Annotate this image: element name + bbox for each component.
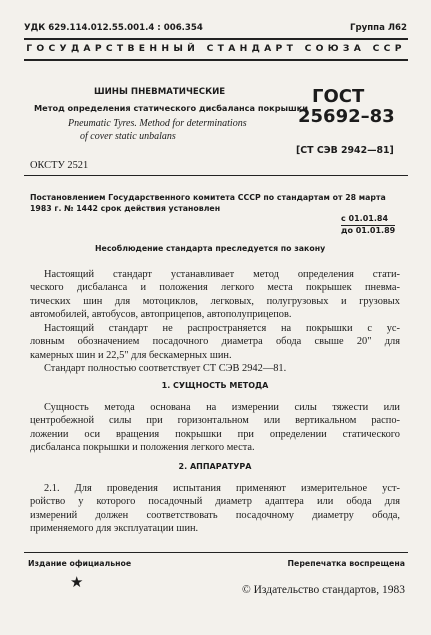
title-ru: ШИНЫ ПНЕВМАТИЧЕСКИЕ (94, 87, 226, 97)
udk-code: УДК 629.114.012.55.001.4 : 006.354 (24, 23, 203, 33)
text-line: автомобилей, автобусов, автоприцепов, автополуприцепов. (30, 309, 292, 321)
validity-from: с 01.01.84 (341, 214, 389, 223)
section-2-heading: 2. АППАРАТУРА (178, 462, 252, 471)
subtitle-ru: Метод определения статического дисбаланса покрышки (34, 103, 308, 113)
text-line: применяемого для эксплуатации шин. (30, 523, 199, 535)
okstu-code: ОКСТУ 2521 (30, 160, 89, 171)
section-1-heading: 1. СУЩНОСТЬ МЕТОДА (161, 381, 269, 390)
text-line: 2.1. Для проведения испытания применяют измерительное уст- (44, 483, 400, 494)
publisher-copyright: © Издательство стандартов, 1983 (241, 584, 405, 596)
text-line: измерений должен соответствовать посадочному диаметру обода, (30, 509, 400, 521)
text-line: ройство у которого посадочный диаметр адаптера или обода для (30, 496, 400, 508)
reprint-prohibited: Перепечатка воспрещена (287, 559, 405, 568)
star-icon: ★ (70, 575, 84, 591)
validity-to: до 01.01.89 (341, 226, 396, 235)
text-line: ловным обозначением посадочного диаметра обода свыше 20" для (30, 336, 400, 348)
title-rule (24, 175, 408, 176)
text-line: Настоящий стандарт не распространяется на покрышки с ус- (44, 323, 400, 334)
text-line: центробежной силы при горизонтальном или вертикальном распо- (30, 415, 400, 427)
legal-notice: Несоблюдение стандарта преследуется по закону (95, 244, 326, 253)
decree-line-1: Постановлением Государственного комитета СССР по стандартам от 28 марта (30, 193, 386, 202)
title-en-line-2: of cover static unbalans (80, 131, 176, 142)
text-line: ческого дисбаланса и положения легкого места покрышек пневма- (30, 282, 400, 294)
official-edition: Издание официальное (28, 559, 132, 568)
group-code: Группа Л62 (350, 23, 407, 33)
text-line: Сущность метода основана на измерении силы тяжести или (44, 402, 400, 413)
section-2-body (30, 482, 400, 536)
top-rule (24, 38, 408, 40)
text-line: Стандарт полностью соответствует СТ СЭВ 2942—81. (44, 363, 287, 374)
section-1-body (30, 401, 400, 455)
text-line: дисбаланса покрышки и положения легкого места. (30, 442, 255, 454)
title-en-line-1: Pneumatic Tyres. Method for determinations (68, 118, 247, 129)
gost-label: ГОСТ (312, 86, 365, 107)
footer-rule (24, 552, 408, 553)
banner-rule (24, 59, 408, 61)
decree-line-2: 1983 г. № 1442 срок действия установлен (30, 204, 221, 213)
intro-paragraph-2 (30, 322, 400, 362)
state-standard-banner: ГОСУДАРСТВЕННЫЙ СТАНДАРТ СОЮЗА ССР (26, 43, 406, 54)
st-sev-reference: [СТ СЭВ 2942—81] (296, 145, 394, 156)
intro-paragraph-3 (30, 362, 400, 375)
intro-paragraph-1 (30, 268, 400, 322)
text-line: тических шин для мотоциклов, легковых, полугрузовых и грузовых (30, 295, 400, 307)
text-line: ложении оси вращения покрышки при определении статического (30, 428, 400, 440)
gost-number: 25692–83 (298, 106, 395, 127)
text-line: камерных шин и 22,5" для бескамерных шин. (30, 349, 232, 361)
text-line: Настоящий стандарт устанавливает метод определения стати- (44, 269, 400, 280)
